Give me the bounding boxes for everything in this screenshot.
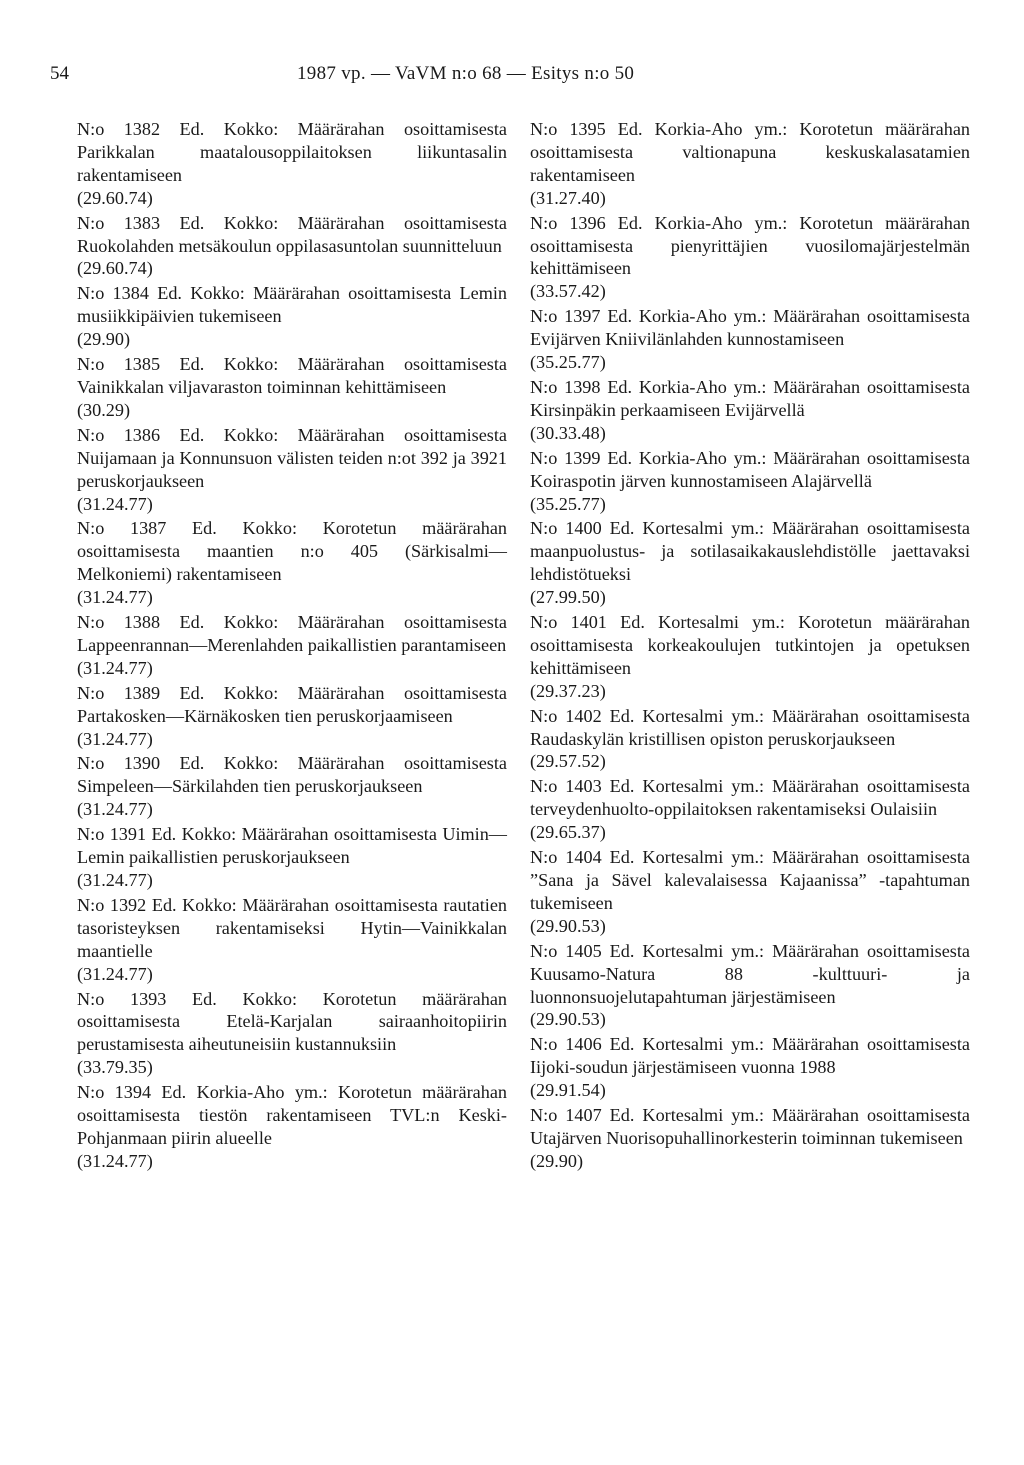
budget-item-number: (29.60.74) (77, 187, 153, 208)
motion-entry (77, 424, 507, 516)
motion-text: N:o 1400 Ed. Kortesalmi ym.: Määrärahan osoittamisesta maanpuolustus- ja sotilasaikakauslehdistölle jaettavaksi lehdistötueksi (530, 518, 970, 585)
motion-text: N:o 1386 Ed. Kokko: Määrärahan osoittamisesta Nuijamaan ja Konnunsuon välisten teiden n:ot 392 ja 3921 peruskorjaukseen (77, 424, 507, 491)
running-title: 1987 vp. — VaVM n:o 68 — Esitys n:o 50 (297, 63, 635, 84)
motion-entry (530, 846, 970, 938)
motion-text: N:o 1403 Ed. Kortesalmi ym.: Määrärahan osoittamisesta terveydenhuolto-oppilaitoksen rakentamiseksi Oulaisiin (530, 776, 970, 820)
left-column (77, 118, 507, 1175)
budget-item-number: (31.24.77) (77, 587, 153, 608)
budget-item-number: (27.99.50) (530, 587, 606, 608)
budget-item-number: (29.90) (77, 329, 131, 350)
budget-item-number: (29.90.53) (530, 1009, 606, 1030)
budget-item-number: (29.65.37) (530, 822, 606, 843)
motion-text: N:o 1394 Ed. Korkia-Aho ym.: Korotetun määrärahan osoittamisesta tiestön rakentamiseen TVL:n Keski-Pohjanmaan piirin alueelle (77, 1082, 507, 1148)
motion-entry (77, 282, 507, 351)
motion-entry (77, 988, 507, 1080)
budget-item-number: (29.90) (530, 1150, 584, 1171)
motion-entry (530, 376, 970, 445)
budget-item-number: (35.25.77) (530, 352, 606, 373)
motion-text: N:o 1398 Ed. Korkia-Aho ym.: Määrärahan osoittamisesta Kirsinpäkin perkaamiseen Evijärvellä (530, 376, 970, 420)
budget-item-number: (31.24.77) (77, 728, 153, 749)
motion-entry (77, 752, 507, 821)
motion-entry (530, 118, 970, 210)
budget-item-number: (33.57.42) (530, 281, 606, 302)
motion-entry (77, 1081, 507, 1173)
motion-entry (530, 305, 970, 374)
budget-item-number: (31.24.77) (77, 963, 153, 984)
motion-text: N:o 1392 Ed. Kokko: Määrärahan osoittamisesta rautatien tasoristeyksen rakentamiseksi Hytin—Vainikkalan maantielle (77, 894, 507, 961)
motion-text: N:o 1393 Ed. Kokko: Korotetun määrärahan osoittamisesta Etelä-Karjalan sairaanhoitopiirin perustamisesta aiheutuneisiin kustannuksiin (77, 988, 507, 1055)
motion-entry (530, 517, 970, 609)
budget-item-number: (31.24.77) (77, 870, 153, 890)
budget-item-number: (29.91.54) (530, 1080, 606, 1101)
budget-item-number: (33.79.35) (77, 1057, 153, 1078)
motion-entry (77, 682, 507, 751)
motion-text: N:o 1388 Ed. Kokko: Määrärahan osoittamisesta Lappeenrannan—Merenlahden paikallistien parantamiseen (77, 612, 507, 655)
motion-entry (77, 894, 507, 986)
budget-item-number: (29.60.74) (77, 258, 153, 279)
motion-text: N:o 1401 Ed. Kortesalmi ym.: Korotetun määrärahan osoittamisesta korkeakoulujen tutkintojen ja opetuksen kehittämiseen (530, 612, 970, 678)
motion-text: N:o 1404 Ed. Kortesalmi ym.: Määrärahan osoittamisesta ”Sana ja Sävel kalevalaisessa Kajaanissa” -tapahtuman tukemiseen (530, 847, 970, 913)
motion-entry (530, 1104, 970, 1173)
motion-text: N:o 1405 Ed. Kortesalmi ym.: Määrärahan osoittamisesta Kuusamo-Natura 88 -kulttuuri- ja luonnonsuojelutapahtuman järjestämiseen (530, 940, 970, 1007)
page-header (50, 62, 980, 86)
budget-item-number: (31.24.77) (77, 1150, 153, 1171)
motion-entry (77, 353, 507, 422)
budget-item-number: (29.37.23) (530, 680, 606, 701)
motion-entry (530, 212, 970, 304)
motion-text: N:o 1395 Ed. Korkia-Aho ym.: Korotetun määrärahan osoittamisesta valtionapuna keskuskalasatamien rakentamiseen (530, 119, 970, 185)
motion-text: N:o 1399 Ed. Korkia-Aho ym.: Määrärahan osoittamisesta Koiraspotin järven kunnostamiseen Alajärvellä (530, 447, 970, 491)
motion-text: N:o 1402 Ed. Kortesalmi ym.: Määrärahan osoittamisesta Raudaskylän kristillisen opiston peruskorjaukseen (530, 705, 970, 749)
motion-entry (77, 611, 507, 680)
motion-text: N:o 1396 Ed. Korkia-Aho ym.: Korotetun määrärahan osoittamisesta pienyrittäjien vuosilomajärjestelmän kehittämiseen (530, 212, 970, 279)
budget-item-number: (31.24.77) (77, 493, 153, 514)
motion-text: N:o 1385 Ed. Kokko: Määrärahan osoittamisesta Vainikkalan viljavaraston toiminnan kehittämiseen (77, 354, 507, 397)
motion-entry (77, 212, 507, 281)
budget-item-number: (31.24.77) (77, 799, 153, 820)
motion-text: N:o 1383 Ed. Kokko: Määrärahan osoittamisesta Ruokolahden metsäkoulun oppilasasuntolan suunnitteluun (77, 212, 507, 256)
motion-entry (77, 517, 507, 609)
budget-item-number: (29.90.53) (530, 915, 606, 936)
budget-item-number: (29.57.52) (530, 751, 606, 772)
motion-text: N:o 1407 Ed. Kortesalmi ym.: Määrärahan osoittamisesta Utajärven Nuorisopuhallinorkesterin toiminnan tukemiseen (530, 1105, 970, 1148)
budget-item-number: (30.33.48) (530, 422, 606, 443)
page-number: 54 (50, 63, 69, 84)
motion-entry (530, 447, 970, 516)
motion-text: N:o 1390 Ed. Kokko: Määrärahan osoittamisesta Simpeleen—Särkilahden tien peruskorjaukseen (77, 753, 507, 797)
motion-entry (530, 1033, 970, 1102)
motion-text: N:o 1384 Ed. Kokko: Määrärahan osoittamisesta Lemin musiikkipäivien tukemiseen (77, 283, 507, 327)
budget-item-number: (31.27.40) (530, 187, 606, 208)
motion-entry (530, 705, 970, 774)
motion-text: N:o 1387 Ed. Kokko: Korotetun määrärahan osoittamisesta maantien n:o 405 (Särkisalmi—Melkoniemi) rakentamiseen (77, 518, 507, 585)
budget-item-number: (31.24.77) (77, 657, 153, 678)
budget-item-number: (30.29) (77, 399, 131, 420)
motion-entry (77, 118, 507, 210)
motion-entry (530, 611, 970, 703)
motion-text: N:o 1389 Ed. Kokko: Määrärahan osoittamisesta Partakosken—Kärnäkosken tien peruskorjaamiseen (77, 682, 507, 726)
motion-text: N:o 1391 Ed. Kokko: Määrärahan osoittamisesta Uimin—Lemin paikallistien peruskorjaukseen (77, 824, 507, 868)
motion-entry (530, 775, 970, 844)
motion-text: N:o 1382 Ed. Kokko: Määrärahan osoittamisesta Parikkalan maatalousoppilaitoksen liikuntasalin rakentamiseen (77, 119, 507, 185)
motion-entry (530, 940, 970, 1032)
right-column (530, 118, 970, 1175)
motion-text: N:o 1397 Ed. Korkia-Aho ym.: Määrärahan osoittamisesta Evijärven Kniivilänlahden kunnostamiseen (530, 306, 970, 350)
motion-text: N:o 1406 Ed. Kortesalmi ym.: Määrärahan osoittamisesta Iijoki-soudun järjestämiseen vuonna 1988 (530, 1034, 970, 1078)
budget-item-number: (35.25.77) (530, 493, 606, 514)
motion-entry (77, 823, 507, 892)
